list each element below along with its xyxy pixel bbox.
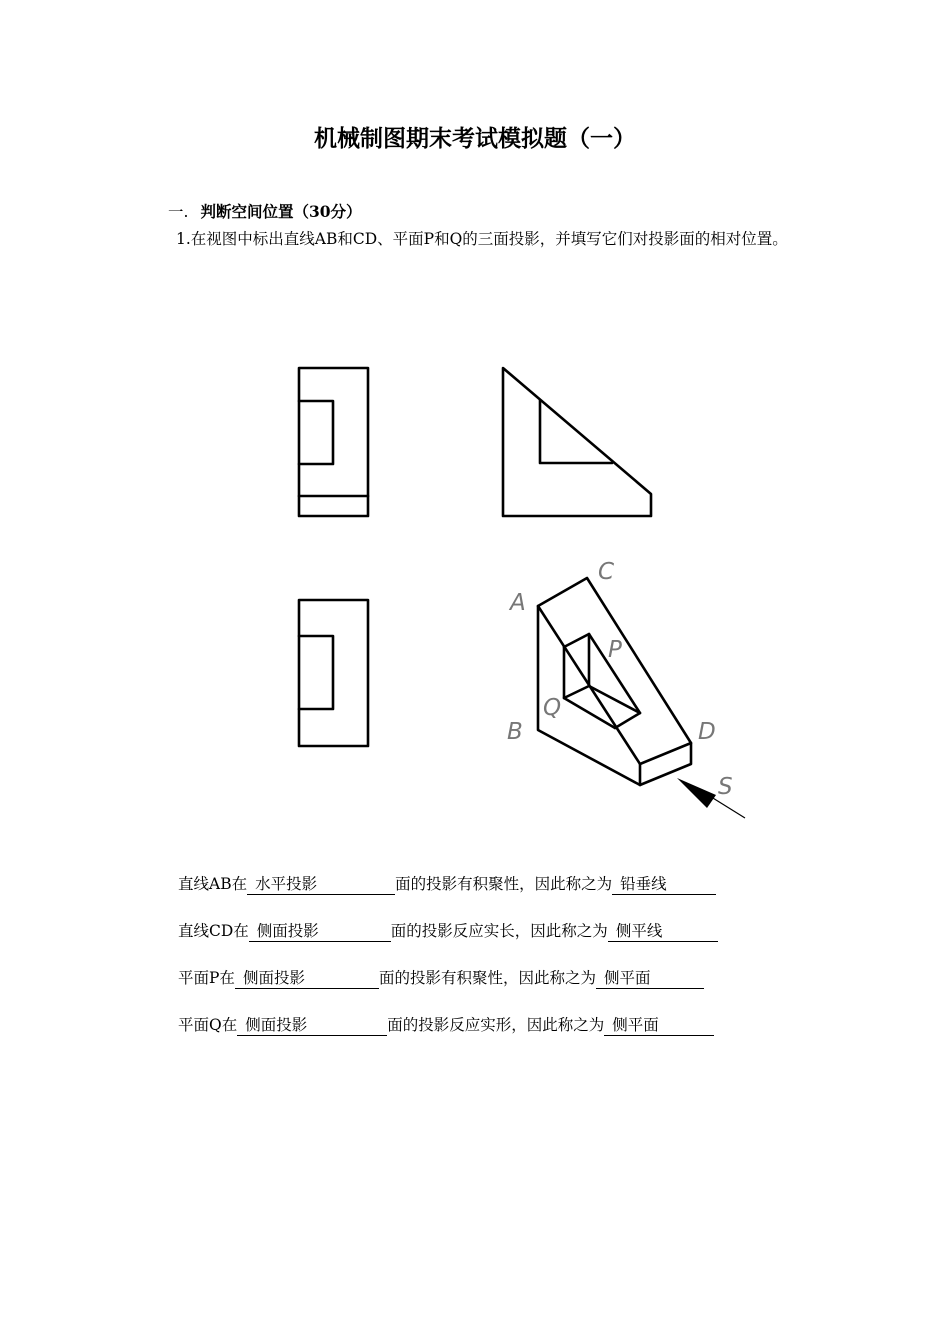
answer-middle: 面的投影反应实长，因此称之为 bbox=[390, 922, 608, 940]
label-c: C bbox=[598, 559, 615, 585]
answer-prefix: 直线CD在 bbox=[178, 922, 249, 940]
answer-middle: 面的投影有积聚性，因此称之为 bbox=[378, 969, 596, 987]
answer-prefix: 直线AB在 bbox=[178, 875, 248, 893]
answer-blank-2[interactable]: 铅垂线 bbox=[612, 874, 716, 895]
answer-blank-1[interactable]: 水平投影 bbox=[247, 874, 395, 895]
label-b: B bbox=[507, 719, 523, 745]
answer-prefix: 平面Q在 bbox=[178, 1016, 238, 1034]
answer-blank-2[interactable]: 侧平面 bbox=[596, 968, 704, 989]
isometric-view bbox=[538, 578, 691, 785]
answer-blank-1[interactable]: 侧面投影 bbox=[249, 921, 391, 942]
label-s: S bbox=[718, 774, 733, 800]
answer-prefix: 平面P在 bbox=[178, 969, 235, 987]
question-text: 1.在视图中标出直线AB和CD、平面P和Q的三面投影，并填写它们对投影面的相对位置。 bbox=[176, 230, 788, 248]
label-q: Q bbox=[543, 695, 562, 721]
label-a: A bbox=[510, 590, 526, 616]
label-p: P bbox=[608, 637, 622, 663]
label-d: D bbox=[698, 719, 716, 745]
answer-line-p bbox=[178, 966, 704, 989]
answer-blank-1[interactable]: 侧面投影 bbox=[237, 1015, 387, 1036]
answer-line-ab bbox=[178, 872, 716, 895]
answer-blank-2[interactable]: 侧平线 bbox=[608, 921, 718, 942]
top-view bbox=[299, 600, 368, 746]
answer-blank-2[interactable]: 侧平面 bbox=[604, 1015, 714, 1036]
answer-middle: 面的投影反应实形，因此称之为 bbox=[387, 1016, 605, 1034]
answer-middle: 面的投影有积聚性，因此称之为 bbox=[395, 875, 613, 893]
answer-line-q bbox=[178, 1013, 714, 1036]
section-title: 判断空间位置（30分） bbox=[200, 202, 362, 221]
front-view bbox=[299, 368, 368, 516]
answer-blank-1[interactable]: 侧面投影 bbox=[235, 968, 379, 989]
page-title: 机械制图期末考试模拟题（一） bbox=[314, 125, 636, 152]
direction-arrow-s bbox=[677, 778, 745, 818]
section-number: 一. bbox=[168, 203, 189, 221]
side-view bbox=[503, 368, 651, 516]
answer-line-cd bbox=[178, 919, 718, 942]
